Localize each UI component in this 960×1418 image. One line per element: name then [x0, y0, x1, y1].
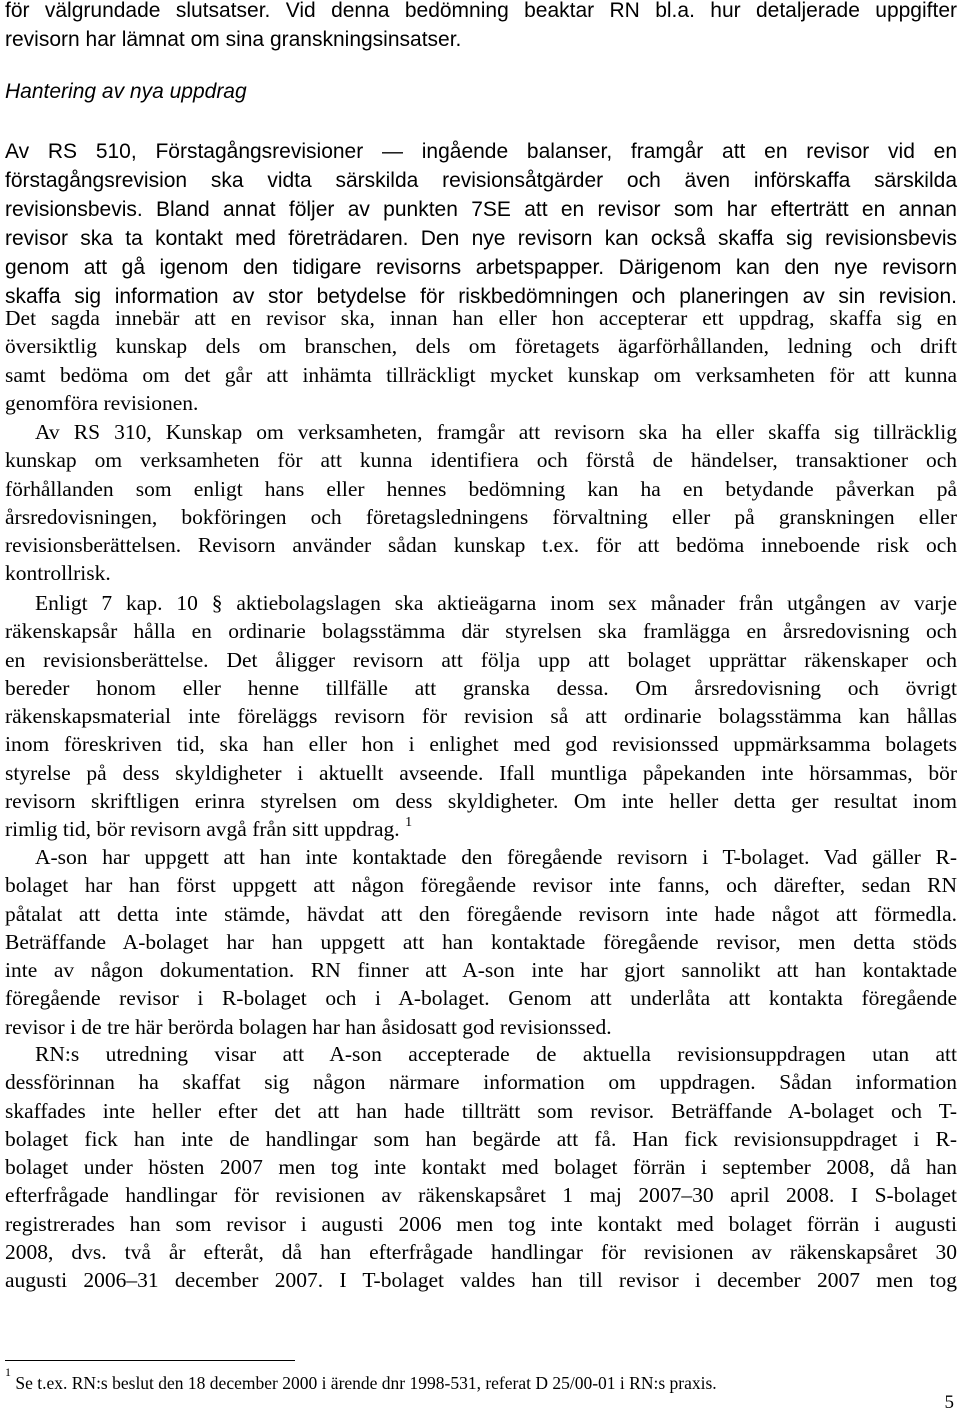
footnote [5, 1365, 717, 1394]
footnote-reference[interactable]: 1 [405, 815, 413, 831]
text-line: revisionsbevis. Bland annat följer av punkten 7SE att en revisor som har efterträtt en annan [5, 198, 957, 221]
text-line: skaffades inte heller efter det att han hade tillträtt som revisor. Beträffande A-bolaget och T- [5, 1098, 957, 1123]
text-line: revisorn har lämnat om sina granskningsinsatser. [5, 28, 462, 51]
text-line: årsredovisningen, bokföringen och företagsledningens förvaltning eller på granskningen eller [5, 504, 957, 529]
footnote-text: Se t.ex. RN:s beslut den 18 december 2000 i ärende dnr 1998-531, referat D 25/00-01 i RN:s praxis. [15, 1373, 717, 1393]
page-number: 5 [944, 1392, 954, 1413]
paragraph-aktiebolagslagen [5, 589, 957, 844]
text-line: revisor i de tre här berörda bolagen har han åsidosatt god revisionssed. [5, 1014, 612, 1039]
text-line: styrelse på dess skyldigheter i aktuellt avseende. Ifall muntliga påpekanden inte hörsammas, bör [5, 760, 957, 785]
paragraph-det-sagda [5, 304, 957, 417]
text-line: inom föreskriven tid, ska han eller hon i enlighet med god revisionssed uppmärksamma bolagets [5, 732, 957, 757]
text-line: revisionsberättelsen. Revisorn använder sådan kunskap t.ex. för att bedöma inneboende risk och [5, 533, 957, 558]
text-line: Av RS 510, Förstagångsrevisioner — ingående balanser, framgår att en revisor vid en [5, 140, 957, 163]
text-line [5, 815, 957, 843]
text-line: bolaget har han först uppgett att någon föregående revisor inte fanns, och därefter, sedan RN [5, 873, 957, 898]
text-line: skaffa sig information av stor betydelse för riskbedömningen och planeringen av sin revision. [5, 285, 957, 308]
section-heading: Hantering av nya uppdrag [5, 80, 247, 103]
text-line: inte av någon dokumentation. RN finner att A-son inte har gjort sannolikt att han kontaktade [5, 958, 957, 983]
text-line: Av RS 310, Kunskap om verksamheten, framgår att revisorn ska ha eller skaffa sig tillräcklig [35, 420, 957, 444]
text-line: bolaget under hösten 2007 men tog inte kontakt med bolaget förrän i september 2008, då han [5, 1155, 957, 1180]
text-line: för välgrundade slutsatser. Vid denna bedömning beaktar RN bl.a. hur detaljerade uppgifter [5, 0, 957, 22]
text-line: dessförinnan ha skaffat sig någon närmare information om uppdragen. Sådan information [5, 1070, 957, 1095]
text-line: A-son har uppgett att han inte kontaktade den föregående revisorn i T-bolaget. Vad gäller R- [35, 845, 957, 869]
text-line: Det sagda innebär att en revisor ska, innan han eller hon accepterar ett uppdrag, skaffa sig en [5, 306, 957, 330]
paragraph-rs510 [5, 137, 957, 311]
text-line: genomföra revisionen. [5, 390, 199, 415]
text-line: föregående revisor i R-bolaget och i A-bolaget. Genom att underlåta att kontakta föregående [5, 986, 957, 1011]
text-line: samt bedöma om det går att inhämta tillräckligt mycket kunskap om verksamheten för att kunna [5, 362, 957, 387]
intro-paragraph [5, 0, 957, 54]
paragraph-a-son-kontakt [5, 843, 957, 1041]
paragraph-rs310 [5, 418, 957, 588]
text-line: bolaget fick han inte de handlingar som han begärde att få. Han fick revisionsuppdraget i R- [5, 1126, 957, 1151]
text-line: efterfrågade handlingar för revisionen av räkenskapsåret 1 maj 2007–30 april 2008. I S-bolaget [5, 1183, 957, 1208]
text-line: RN:s utredning visar att A-son accepterade de aktuella revisionsuppdragen utan att [35, 1042, 957, 1066]
footnote-separator [5, 1360, 295, 1361]
text-line: förhållanden som enligt hans eller hennes bedömning kan ha en betydande påverkan på [5, 476, 957, 501]
text-line: räkenskapsmaterial inte föreläggs revisorn för revision så att ordinarie bolagsstämma kan hållas [5, 704, 957, 729]
text-line-content: rimlig tid, bör revisorn avgå från sitt uppdrag. [5, 817, 400, 842]
footnote-number: 1 [5, 1365, 11, 1380]
text-line: Beträffande A-bolaget har han uppgett att han kontaktade föregående revisor, men detta stöds [5, 929, 957, 954]
text-line: en revisionsberättelse. Det åligger revisorn att följa upp att bolaget upprättar räkenskaper och [5, 647, 957, 672]
text-line: augusti 2006–31 december 2007. I T-bolaget valdes han till revisor i december 2007 men tog [5, 1268, 957, 1293]
text-line: kontrollrisk. [5, 561, 111, 586]
text-line: räkenskapsår hålla en ordinarie bolagsstämma där styrelsen ska framlägga en årsredovisning och [5, 619, 957, 644]
text-line: förstagångsrevision ska vidta särskilda revisionsåtgärder och även införskaffa särskilda [5, 169, 957, 192]
text-line: Enligt 7 kap. 10 § aktiebolagslagen ska aktieägarna inom sex månader från utgången av varje [35, 591, 957, 615]
text-line: revisor ska ta kontakt med företrädaren. Den nye revisorn kan också skaffa sig revisionsbevis [5, 227, 957, 250]
text-line: påtalat att detta inte stämde, hävdat att den föregående revisorn inte hade något att förmedla. [5, 901, 957, 926]
text-line: genom att gå igenom den tidigare revisorns arbetspapper. Därigenom kan den nye revisorn [5, 256, 957, 279]
text-line: bereder honom eller henne tillfälle att granska dessa. Om årsredovisning och övrigt [5, 675, 957, 700]
paragraph-rn-utredning [5, 1040, 957, 1295]
text-line: 2008, dvs. två år efteråt, då han efterfrågade handlingar för revisionen av räkenskapsåret 30 [5, 1240, 957, 1265]
text-line: översiktlig kunskap dels om branschen, dels om företagets ägarförhållanden, ledning och drift [5, 334, 957, 359]
text-line: revisorn skriftligen erinra styrelsen om dess skyldigheter. Om inte heller detta ger resultat inom [5, 789, 957, 814]
text-line: kunskap om verksamheten för att kunna identifiera och förstå de händelser, transaktioner och [5, 448, 957, 473]
text-line: registrerades han som revisor i augusti 2006 men tog inte kontakt med bolaget förrän i augusti [5, 1211, 957, 1236]
